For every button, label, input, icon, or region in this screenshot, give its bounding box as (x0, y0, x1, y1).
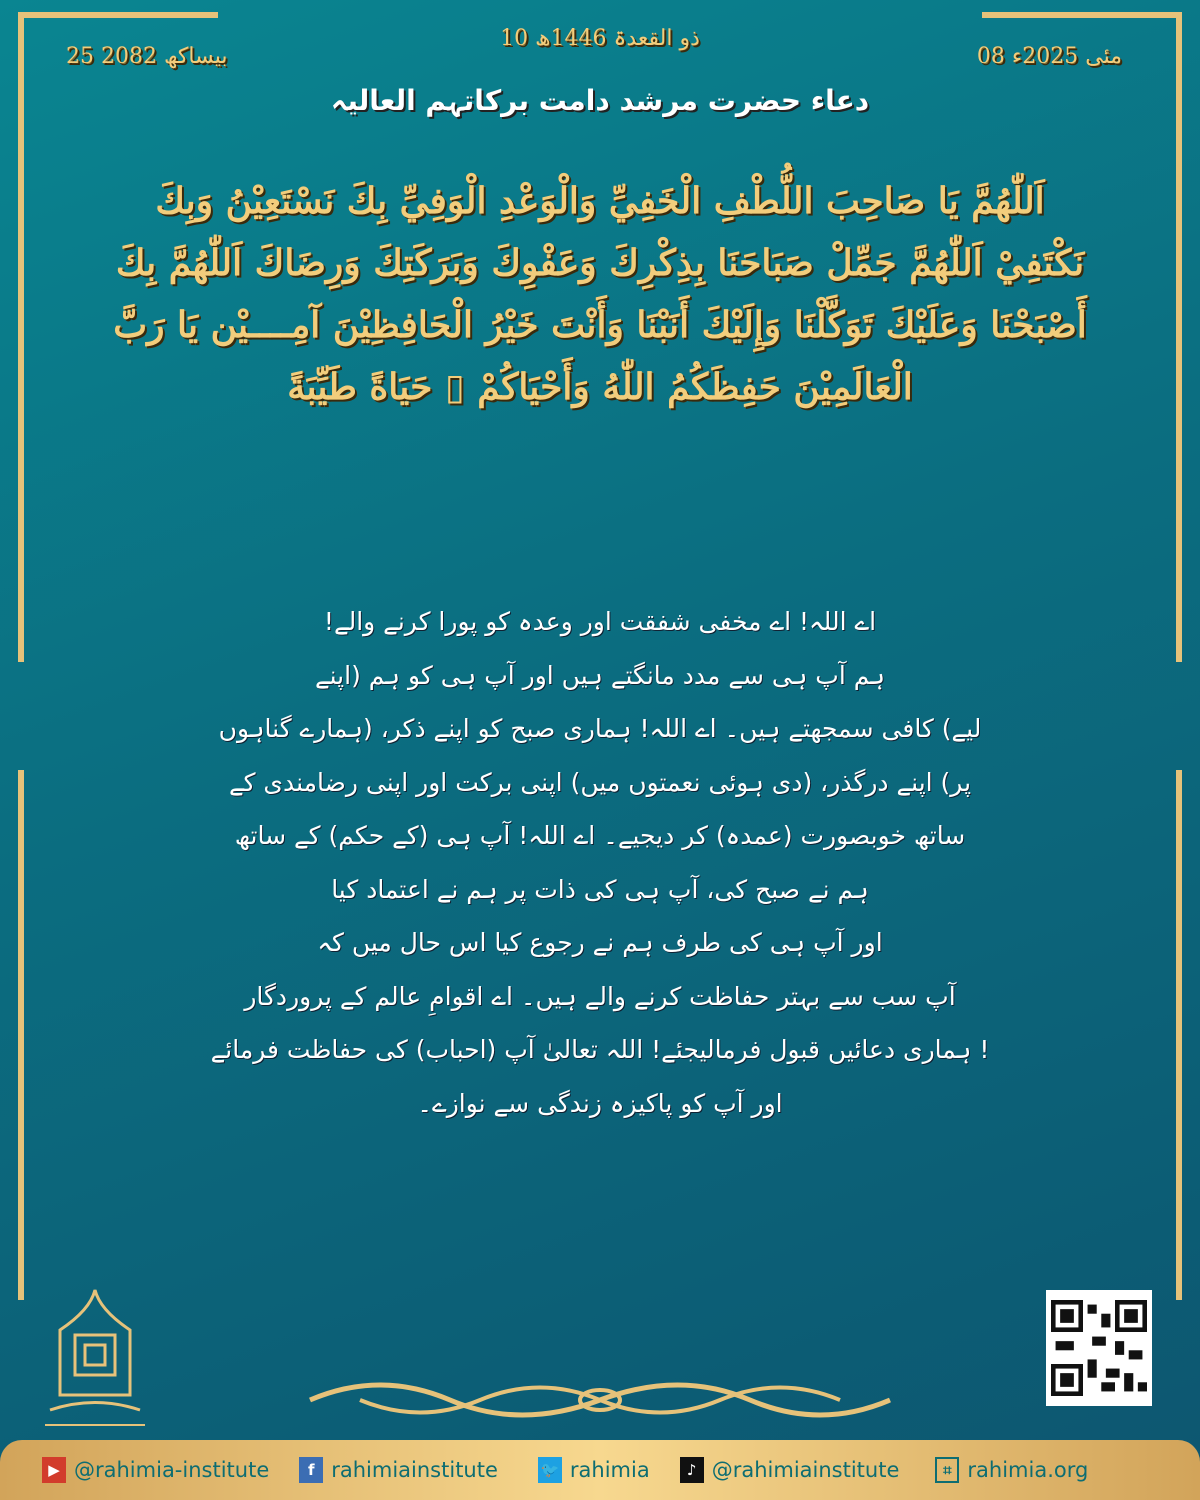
translation-line: لیے) کافی سمجھتے ہیں۔ اے اللہ! ہماری صبح کو اپنے ذکر، (ہمارے گناہوں (218, 714, 982, 743)
dua-arabic: اَللّٰهُمَّ يَا صَاحِبَ اللُّطْفِ الْخَفِيِّ وَالْوَعْدِ الْوَفِيِّ بِكَ نَسْتَعِيْنُ وَبِكَ نَكْتَفِيْ اَللّٰهُمَّ جَمِّلْ صَبَاحَنَا بِذِكْرِكَ وَعَفْوِكَ وَبَرَكَتِكَ وَرِضَاكَ اَللّٰهُمَّ بِكَ أَصْبَحْنَا وَعَلَيْكَ تَوَكَّلْنَا وَإِلَيْكَ أَنَبْنَا وَأَنْتَ خَيْرُ الْحَافِظِيْنَ آمِــــيْن يَا رَبَّ الْعَالَمِيْنَ حَفِظَكُمُ اللّٰهُ وَأَحْيَاكُمْ ▯ حَيَاةً طَيِّبَةً (113, 180, 1087, 408)
tiktok-handle: @rahimiainstitute (711, 1458, 900, 1482)
qr-code[interactable] (1046, 1290, 1152, 1406)
twitter-link[interactable] (538, 1457, 650, 1483)
website-link[interactable] (935, 1457, 1088, 1483)
translation-urdu (140, 595, 1060, 1130)
youtube-icon: ▶ (42, 1457, 66, 1483)
translation-line: اے اللہ! اے مخفی شفقت اور وعدہ کو پورا کرنے والے! (323, 607, 877, 636)
translation-line: آپ سب سے بہتر حفاظت کرنے والے ہیں۔ اے اقوامِ عالم کے پروردگار (244, 981, 956, 1011)
website-url: rahimia.org (967, 1458, 1089, 1482)
facebook-handle: rahimiainstitute (331, 1458, 498, 1482)
tiktok-icon: ♪ (680, 1457, 704, 1483)
translation-line: ہم آپ ہی سے مدد مانگتے ہیں اور آپ ہی کو ہم (اپنے (314, 660, 886, 690)
frame-edge (1176, 770, 1182, 1300)
hijri-date: 10 ذو القعدۃ 1446ھ (500, 26, 700, 51)
bikrami-date: 25 بیساکھ 2082 (66, 44, 228, 69)
youtube-handle: @rahimia-institute (74, 1458, 270, 1482)
tiktok-link[interactable] (680, 1457, 900, 1483)
website-icon: ⌗ (935, 1457, 959, 1483)
frame-edge (18, 770, 24, 1300)
gregorian-date: 08 مئی 2025ء (976, 44, 1122, 69)
facebook-link[interactable] (299, 1457, 498, 1483)
decorative-ornament (300, 1370, 900, 1430)
facebook-icon: f (299, 1457, 323, 1483)
translation-line: ساتھ خوبصورت (عمدہ) کر دیجیے۔ اے اللہ! آپ ہی (کے حکم) کے ساتھ (234, 821, 966, 850)
translation-line: اور آپ کو پاکیزہ زندگی سے نوازے۔ (417, 1088, 783, 1118)
translation-line: ہم نے صبح کی، آپ ہی کی ذات پر ہم نے اعتماد کیا (331, 874, 869, 904)
translation-line: اور آپ ہی کی طرف ہم نے رجوع کیا اس حال میں کہ (317, 928, 883, 957)
youtube-link[interactable] (42, 1457, 269, 1483)
page-title: دعاء حضرت مرشد دامت برکاتہم العالیہ (330, 84, 870, 117)
translation-line: ! ہماری دعائیں قبول فرمالیجئے! اللہ تعالیٰ آپ (احباب) کی حفاظت فرمائے (210, 1035, 990, 1064)
rahimia-logo (40, 1285, 150, 1435)
twitter-icon: 🐦 (538, 1457, 562, 1483)
translation-line: پر) اپنے درگذر، (دی ہوئی نعمتوں میں) اپنی برکت اور اپنی رضامندی کے (228, 767, 972, 797)
social-footer (0, 1440, 1200, 1500)
twitter-handle: rahimia (569, 1458, 650, 1482)
